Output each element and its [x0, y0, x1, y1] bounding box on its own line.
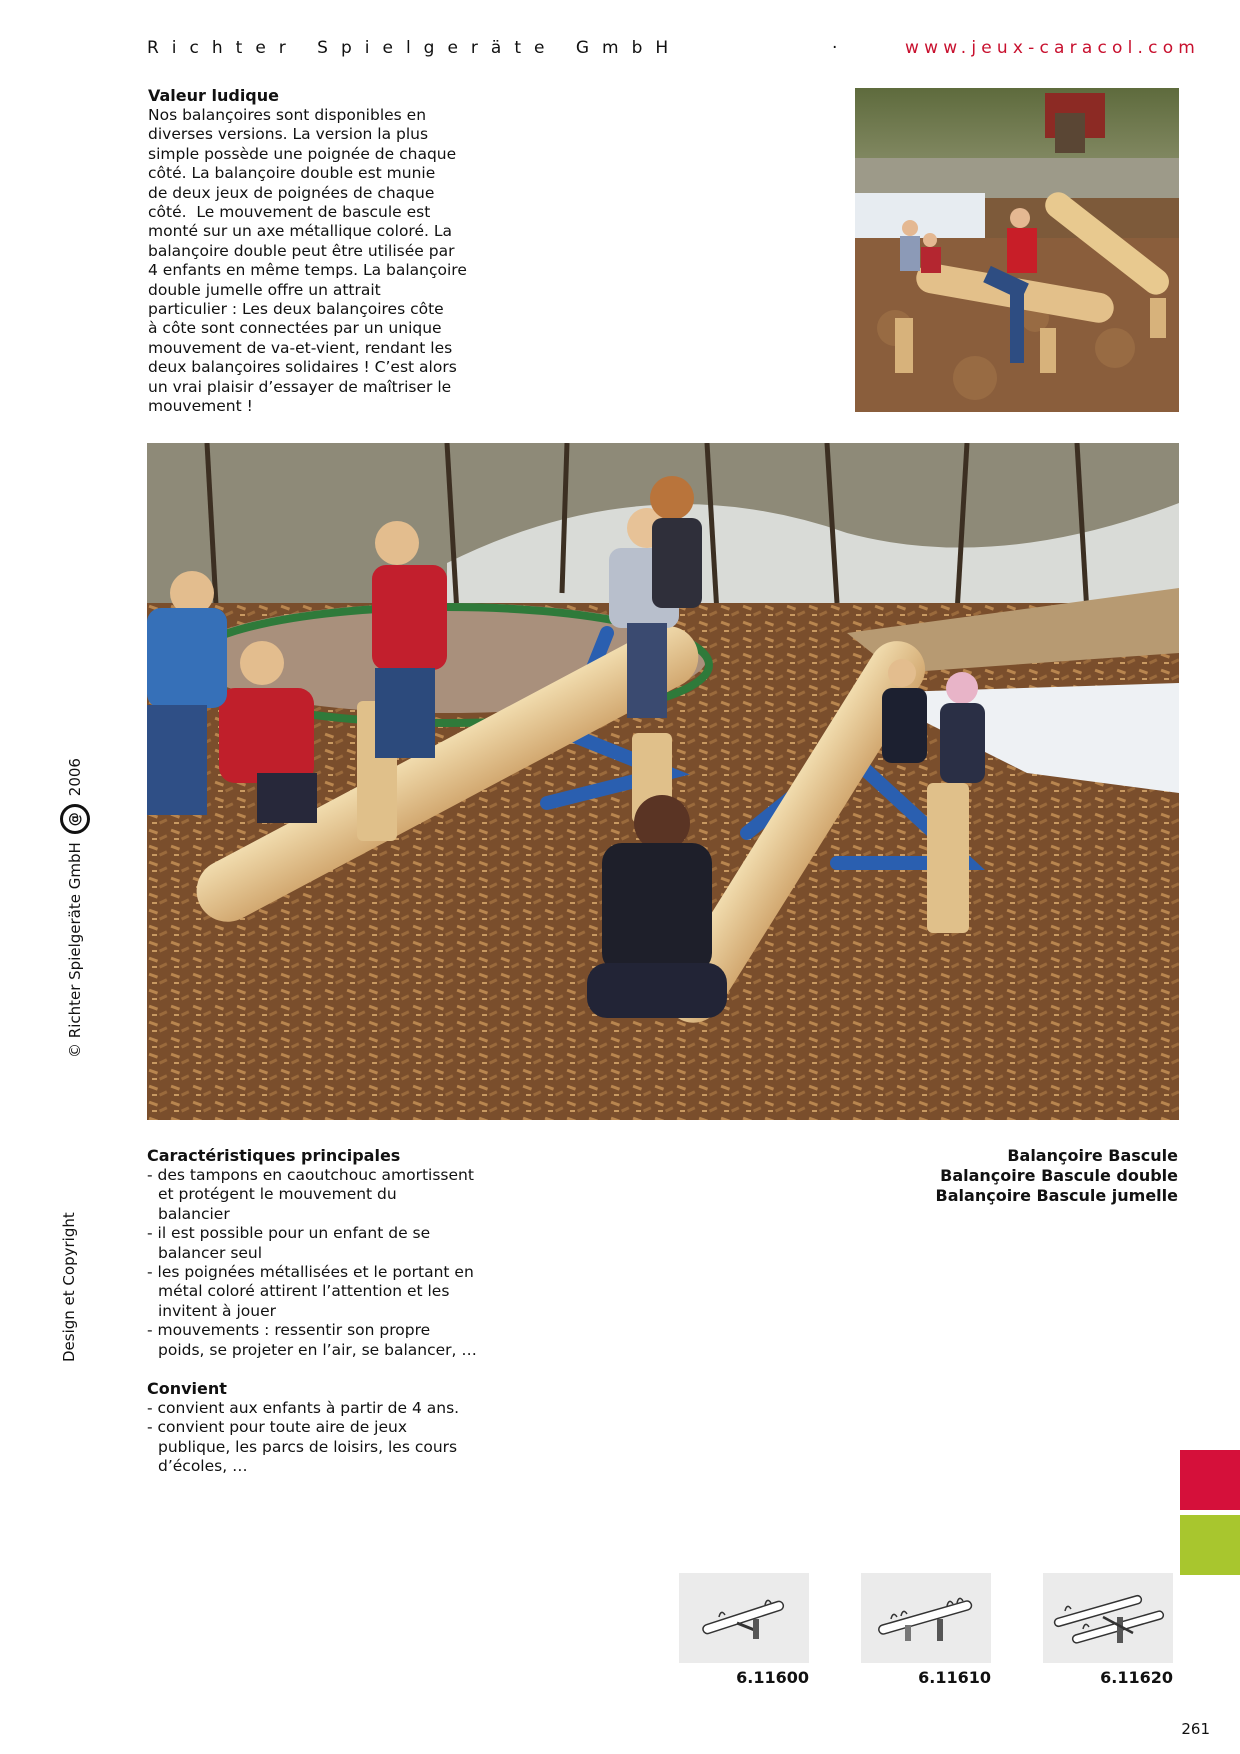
intro-line: simple possède une poignée de chaque	[148, 144, 457, 163]
features-item: - des tampons en caoutchouc amortissent et protégent le mouvement du balancier	[147, 1166, 474, 1223]
intro-line: de deux jeux de poignées de chaque	[148, 183, 435, 202]
features-item: - mouvements : ressentir son propre poids, se projeter en l’air, se balancer, …	[147, 1321, 477, 1359]
suitable-section	[147, 1379, 487, 1477]
intro-line: diverses versions. La version la plus	[148, 125, 429, 144]
suitable-list	[147, 1399, 487, 1477]
intro-line: monté sur un axe métallique coloré. La	[148, 222, 452, 241]
product-code: 6.11620	[1100, 1668, 1173, 1687]
design-copyright-text: Design et Copyright	[60, 1212, 78, 1362]
intro-line: particulier : Les deux balançoires côte	[148, 300, 444, 319]
intro-line: double jumelle offre un attrait	[148, 280, 381, 299]
intro-line: côté. Le mouvement de bascule est	[148, 203, 431, 222]
snail-logo-icon: @	[60, 804, 90, 834]
product-code: 6.11600	[736, 1668, 809, 1687]
photo-seesaw-small	[855, 88, 1179, 412]
page-number: 261	[1181, 1720, 1210, 1738]
product-thumbnail-6-11610	[861, 1573, 991, 1663]
intro-line: mouvement !	[148, 397, 253, 416]
seesaw-double-icon	[861, 1573, 991, 1663]
copyright-year: 2006	[66, 758, 84, 797]
product-name: Balançoire Bascule	[1007, 1146, 1178, 1165]
product-names	[936, 1146, 1178, 1206]
intro-section	[148, 86, 488, 417]
seesaw-twin-icon	[1043, 1573, 1173, 1663]
product-thumbnail-6-11620	[1043, 1573, 1173, 1663]
suitable-item: - convient aux enfants à partir de 4 ans.	[147, 1399, 460, 1417]
seesaw-single-icon	[679, 1573, 809, 1663]
intro-line: balançoire double peut être utilisée par	[148, 241, 455, 260]
intro-line: Nos balançoires sont disponibles en	[148, 106, 427, 124]
suitable-item: - convient pour toute aire de jeux publique, les parcs de loisirs, les cours d’écoles, …	[147, 1418, 458, 1476]
copyright-text: © Richter Spielgeräte GmbH	[66, 842, 84, 1058]
intro-text	[148, 106, 488, 417]
intro-heading: Valeur ludique	[148, 86, 279, 105]
company-name: Richter Spielgeräte GmbH	[147, 38, 682, 58]
product-name: Balançoire Bascule double	[940, 1166, 1178, 1185]
website-link[interactable]: www.jeux-caracol.com	[905, 38, 1201, 58]
features-item: - les poignées métallisées et le portant en métal coloré attirent l’attention et les invitent à jouer	[147, 1263, 474, 1320]
intro-line: 4 enfants en même temps. La balançoire	[148, 261, 467, 280]
product-name: Balançoire Bascule jumelle	[935, 1186, 1178, 1205]
intro-line: mouvement de va-et-vient, rendant les	[148, 338, 453, 357]
features-heading: Caractéristiques principales	[147, 1146, 401, 1165]
intro-line: deux balançoires solidaires ! C’est alors	[148, 358, 457, 377]
product-thumbnail-6-11600	[679, 1573, 809, 1663]
suitable-heading: Convient	[147, 1379, 227, 1398]
section-tab-red[interactable]	[1180, 1450, 1240, 1510]
features-section	[147, 1146, 487, 1360]
photo-seesaw-main	[147, 443, 1179, 1120]
features-item: - il est possible pour un enfant de se balancer seul	[147, 1224, 431, 1262]
intro-line: côté. La balançoire double est munie	[148, 164, 436, 183]
section-tab-green[interactable]	[1180, 1515, 1240, 1575]
features-list	[147, 1166, 487, 1360]
product-code: 6.11610	[918, 1668, 991, 1687]
intro-line: un vrai plaisir d’essayer de maîtriser le	[148, 377, 452, 396]
header-separator: ·	[832, 38, 838, 58]
intro-line: à côte sont connectées par un unique	[148, 319, 442, 338]
